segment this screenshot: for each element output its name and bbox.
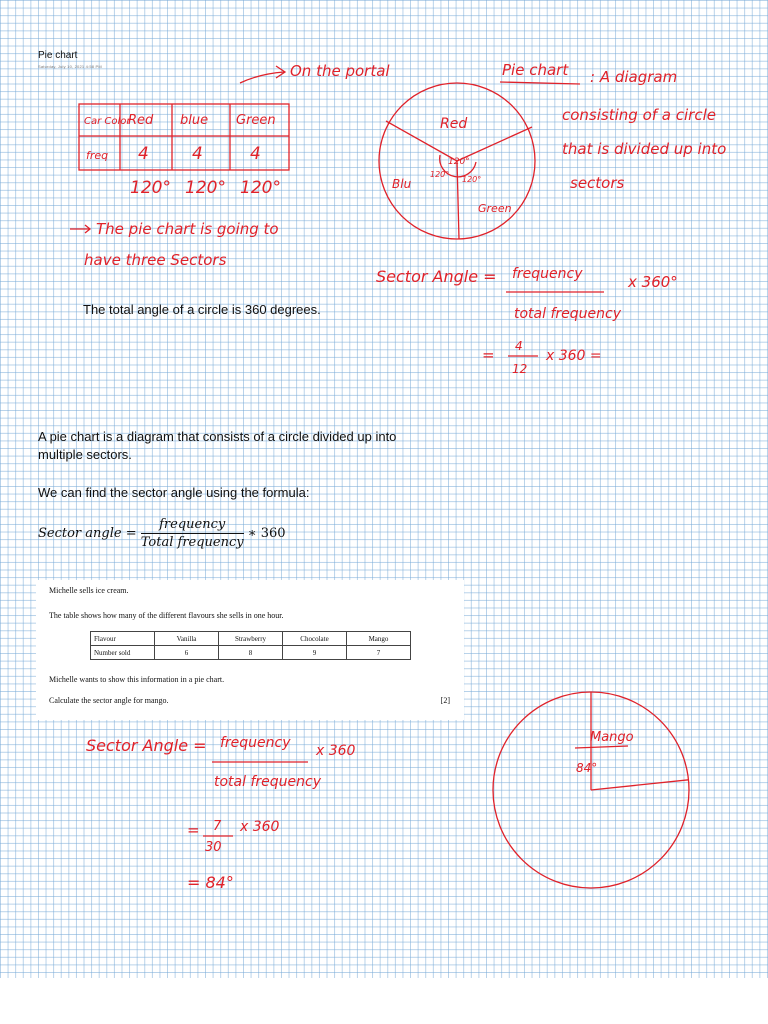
formula2-denominator: total frequency <box>214 774 321 790</box>
page-title: Pie chart <box>38 50 78 61</box>
pie2-label-underline <box>575 746 628 748</box>
pie1-label-blue: Blu <box>392 177 412 191</box>
table-cell: Chocolate <box>283 632 347 646</box>
calc1-equals: = <box>482 346 495 364</box>
formula1-denominator: total frequency <box>514 306 621 322</box>
formula-intro: We can find the sector angle using the formula: <box>38 485 310 500</box>
table1-cell: Green <box>236 113 276 128</box>
calc2-result: = 84° <box>187 873 234 892</box>
definition-line-3: that is divided up into <box>562 140 727 158</box>
pie1-label-red: Red <box>440 116 468 132</box>
calc1-rhs: x 360 = <box>546 348 602 364</box>
pie1-angle-top: 120° <box>448 157 470 167</box>
definition-line-2: consisting of a circle <box>562 106 716 124</box>
table1-cell: 4 <box>250 144 261 164</box>
table-cell: Number sold <box>91 646 155 660</box>
question-line-1: Michelle sells ice cream. <box>49 586 129 595</box>
table-cell: Strawberry <box>219 632 283 646</box>
circle-angle-statement: The total angle of a circle is 360 degrees. <box>83 302 321 317</box>
calc2-rhs: x 360 <box>240 819 280 835</box>
question-line-3: Michelle wants to show this information in a pie chart. <box>49 675 225 684</box>
question-line-4: Calculate the sector angle for mango. <box>49 696 169 705</box>
sectors-note-line-2: have three Sectors <box>84 251 227 269</box>
table-cell: 8 <box>219 646 283 660</box>
calc2-denominator: 30 <box>205 840 222 855</box>
formula-numerator: frequency <box>141 517 244 534</box>
angle-label: 120° <box>130 178 171 198</box>
pie1-sector-line <box>457 161 459 239</box>
table1-cell: freq <box>86 149 109 162</box>
formula1-numerator: frequency <box>512 266 583 282</box>
formula1-rhs: x 360° <box>628 273 678 291</box>
definition-line-1: : A diagram <box>590 68 678 86</box>
formula2-rhs: x 360 <box>316 743 356 759</box>
table-cell: 9 <box>283 646 347 660</box>
table-cell: Flavour <box>91 632 155 646</box>
pie1-label-green: Green <box>478 202 512 215</box>
portal-note: On the portal <box>290 62 390 80</box>
formula-rhs: ∗ 360 <box>247 526 286 541</box>
pie1-angle-right: 120° <box>462 175 482 184</box>
page-date: Saturday, July 10, 2021 4:58 PM <box>38 64 102 69</box>
pie2-label: Mango <box>590 730 634 745</box>
table-cell: Mango <box>347 632 411 646</box>
angle-label: 120° <box>185 178 226 198</box>
table1-cell: 4 <box>192 144 203 164</box>
calc1-denominator: 12 <box>512 362 528 376</box>
sectors-note-line-1: The pie chart is going to <box>96 220 279 238</box>
table1-cell: Car Color <box>84 116 131 127</box>
pie2-angle: 84° <box>576 761 598 775</box>
table-cell: 7 <box>347 646 411 660</box>
table1-cell: blue <box>180 113 209 128</box>
formula-lhs: Sector angle = <box>38 526 137 541</box>
angle-label: 120° <box>240 178 281 198</box>
pie1-angle-left: 120° <box>430 170 450 179</box>
formula1-lhs: Sector Angle = <box>376 267 497 286</box>
table-cell: 6 <box>155 646 219 660</box>
table1-cell: 4 <box>138 144 149 164</box>
question-marks: [2] <box>440 696 450 705</box>
definition-line-4: sectors <box>570 174 625 192</box>
calc1-numerator: 4 <box>515 339 523 353</box>
pie-chart-definition: A pie chart is a diagram that consists of a circle divided up into multiple sectors. <box>38 429 397 462</box>
pie2-radius-end <box>591 780 689 790</box>
question-line-2: The table shows how many of the different flavours she sells in one hour. <box>49 611 284 620</box>
calc2-numerator: 7 <box>213 819 222 834</box>
table1-cell: Red <box>128 113 154 128</box>
table-cell: Vanilla <box>155 632 219 646</box>
definition-underline <box>500 82 580 84</box>
calc2-equals: = <box>187 821 200 839</box>
formula-denominator: Total frequency <box>140 535 244 550</box>
formula2-numerator: frequency <box>220 735 291 751</box>
definition-heading: Pie chart <box>502 61 569 79</box>
pie1-sector-line <box>457 127 532 161</box>
formula2-lhs: Sector Angle = <box>86 736 207 755</box>
